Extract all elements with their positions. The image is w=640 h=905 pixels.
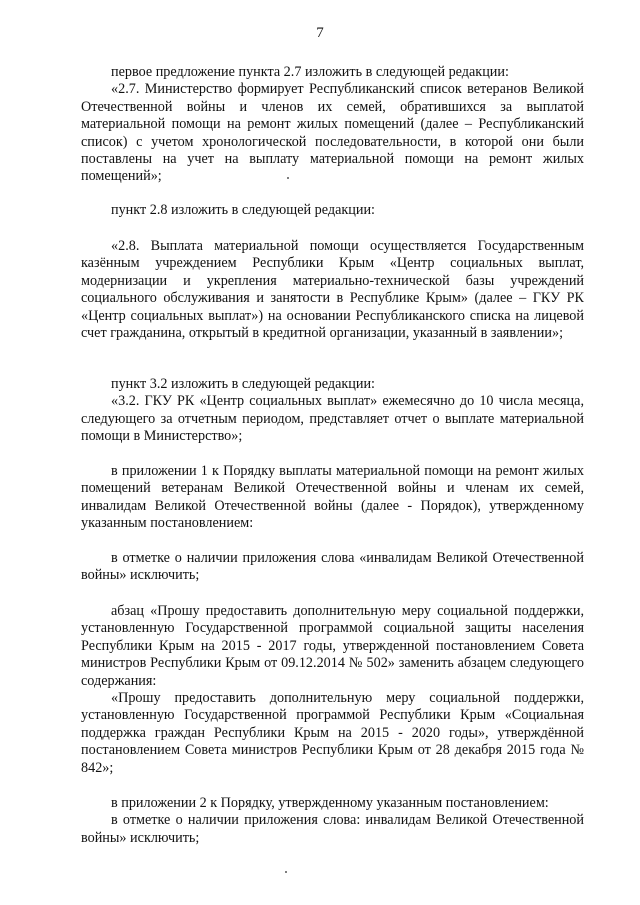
scan-speck <box>285 871 287 873</box>
paragraph-text-2-8: «2.8. Выплата материальной помощи осуществляется Государственным казённым учреждением Республики Крым «Центр социальных выплат, модернизации и укрепления материально-технической базы учреждений социального обслуживания и занятости в Республике Крым» (далее – ГКУ РК «Центр социальных выплат») на основании Республиканского списка на лицевой счет гражданина, открытый в кредитной организации, указанный в заявлении»; <box>81 238 584 342</box>
paragraph-appendix-1: в приложении 1 к Порядку выплаты материальной помощи на ремонт жилых помещений ветеранам Великой Отечественной войны и членам их семей, инвалидам Великой Отечественной войны (далее - Порядок), утвержденному указанным постановлением: <box>81 463 584 532</box>
page-number: 7 <box>316 25 324 41</box>
paragraph-text-2-7: «2.7. Министерство формирует Республиканский список ветеранов Великой Отечественной войны и членов их семей, обратившихся за выплатой материальной помощи на ремонт жилых помещений (далее – Республиканский список) с учетом хронологической последовательности, в которой они были поставлены на учет на выплату материальной помощи на ремонт жилых помещений»; <box>81 81 584 185</box>
paragraph-text-3-2: «3.2. ГКУ РК «Центр социальных выплат» ежемесячно до 10 числа месяца, следующего за отчетным периодом, представляет отчет о выплате материальной помощи в Министерство»; <box>81 393 584 445</box>
paragraph-intro-2-8: пункт 2.8 изложить в следующей редакции: <box>111 202 375 218</box>
paragraph-appendix-1-mark: в отметке о наличии приложения слова «инвалидам Великой Отечественной войны» исключить; <box>81 550 584 584</box>
amendment-2-7 <box>81 64 584 186</box>
amendment-2-8 <box>81 238 584 342</box>
paragraph-appendix-2: в приложении 2 к Порядку, утвержденному указанным постановлением: <box>111 795 549 811</box>
amendment-2-8-intro <box>81 202 584 219</box>
amendment-3-2 <box>81 376 584 446</box>
scan-speck <box>287 177 289 179</box>
appendix-2 <box>81 795 584 847</box>
paragraph-replace-old: абзац «Прошу предоставить дополнительную меру социальной поддержки, установленную Государственной программой социальной защиты населения Республики Крым на 2015 - 2017 годы, утвержденной постановлением Совета министров Республики Крым от 09.12.2014 № 502» заменить абзацем следующего содержания: <box>81 603 584 689</box>
paragraph-replace-new: «Прошу предоставить дополнительную меру социальной поддержки, установленную Государственной программой Республики Крым «Социальная поддержка граждан Республики Крым на 2015 - 2020 годы», утверждённой постановлением Совета министров Республики Крым от 28 декабря 2015 года № 842»; <box>81 690 584 776</box>
paragraph-intro-3-2: пункт 3.2 изложить в следующей редакции: <box>111 376 375 392</box>
appendix-1-intro <box>81 463 584 533</box>
appendix-1-mark <box>81 550 584 585</box>
paragraph-intro-2-7: первое предложение пункта 2.7 изложить в следующей редакции: <box>111 64 509 80</box>
paragraph-appendix-2-mark: в отметке о наличии приложения слова: инвалидам Великой Отечественной войны» исключить; <box>81 812 584 846</box>
appendix-1-paragraph-replace <box>81 603 584 777</box>
